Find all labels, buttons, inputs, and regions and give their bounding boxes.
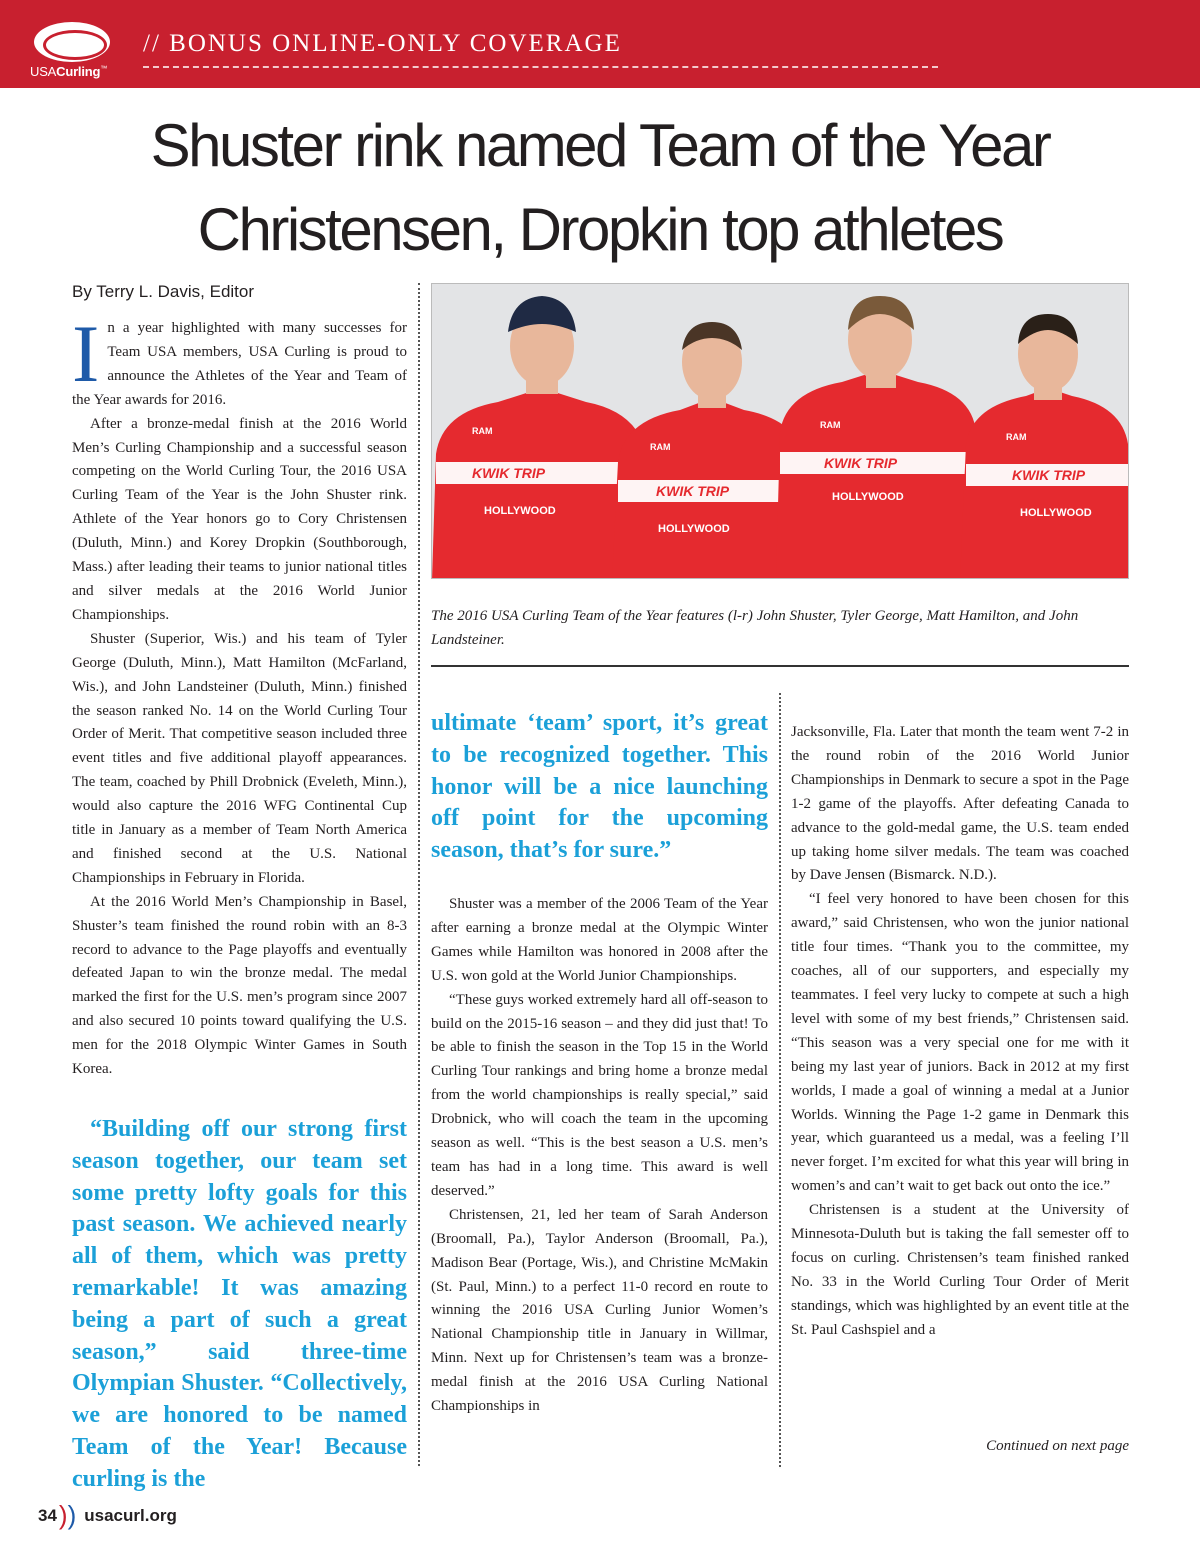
paragraph: After a bronze-medal finish at the 2016 World Men’s Curling Championship and a successful season competing on the World Curling Tour, the 2016 USA Curling Team of the Year is the John Shuster rink. Athlete of the Year honors go to Cory Christensen (Duluth, Minn.) and Korey Dropkin (Southborough, Mass.) after leading their teams to junior national titles and silver medals at the 2016 World Junior Championships. [72, 415, 407, 623]
article-column-3 [791, 721, 1129, 1343]
page-number: 34 [38, 1505, 57, 1525]
team-photo-illustration [432, 284, 1129, 579]
shirt-sponsor-text: KWIK TRIP [472, 465, 546, 481]
byline: By Terry L. Davis, Editor [72, 282, 255, 301]
photo-caption: The 2016 USA Curling Team of the Year features (l-r) John Shuster, Tyler George, Matt Hamilton, and John Landsteiner. [431, 608, 1079, 648]
pull-quote: “Building off our strong first season together, our team set some pretty lofty goals for this past season. We achieved nearly all of them, which was pretty remarkable! It was amazing being a part of such a great season,” said three-time Olympian Shuster. “Collectively, we are honored to be named Team of the Year! Because curling is the [72, 1116, 407, 1492]
page-footer [38, 1500, 177, 1531]
drop-cap: I [72, 308, 100, 399]
paren-red-icon: ) [58, 1500, 68, 1530]
paragraph: Shuster (Superior, Wis.) and his team of Tyler George (Duluth, Minn.), Matt Hamilton (McFarland, Wis.), and John Landsteiner (Duluth, Minn.) finished the season ranked No. 14 on the World Curling Tour Order of Merit. That competitive season included three event titles and five additional playoff appearances. The team, coached by Phill Drobnick (Eveleth, Minn.), would also capture the 2016 WFG Continental Cup title in January as a member of Team North America and finished second at the U.S. National Championships in February in Florida. [72, 630, 407, 886]
article-column-2 [431, 893, 768, 1419]
paragraph: “I feel very honored to have been chosen for this award,” said Christensen, who won the junior national title four times. “Thank you to the committee, my coaches, all of our supporters, and especially my teammates. I feel very lucky to compete at such a high level with some of my best friends,” Christensen said. “This season was a very special one for me with it being my last year of juniors. Back in 2012 at my first worlds, I made a goal of winning a medal at a Junior Worlds. Winning the Page 1-2 game in Denmark this year, which guaranteed us a medal, was a feeling I’ll never forget. I’m excited for what this year will bring in women’s and can’t wait to get back out onto the ice.” [791, 891, 1129, 1195]
shirt-sponsor-text: KWIK TRIP [1012, 467, 1086, 483]
shirt-sponsor-text: KWIK TRIP [656, 483, 730, 499]
curling-stone-icon [34, 22, 110, 62]
paragraph: Jacksonville, Fla. Later that month the team went 7-2 in the round robin of the 2016 World Junior Championships in Denmark to secure a spot in the Page 1-2 game of the playoffs. After defeating Canada to advance to the gold-medal game, the U.S. team ended up taking home silver medals. The team was coached by Dave Jensen (Bismarck. N.D.). [791, 724, 1129, 884]
paragraph: In a year highlighted with many successes for Team USA members, USA Curling is proud to announce the Athletes of the Year and Team of the Year awards for 2016. [72, 308, 407, 408]
shirt-patch-text: RAM [650, 442, 671, 452]
shirt-patch-text: RAM [472, 426, 493, 436]
headline-line-1: Shuster rink named Team of the Year [150, 112, 1050, 179]
shirt-patch-text: RAM [1006, 432, 1027, 442]
caption-divider [431, 665, 1129, 667]
paragraph: Christensen is a student at the University of Minnesota-Duluth but is taking the fall semester off to focus on curling. Christensen’s team finished ranked No. 33 in the World Curling Tour Order of Merit standings, which was highlighted by an event title at the St. Paul Cashspiel and a [791, 1202, 1129, 1338]
team-photo [431, 283, 1129, 579]
shirt-sponsor-text: KWIK TRIP [824, 455, 898, 471]
article-column-1 [72, 308, 407, 1082]
section-label: // BONUS ONLINE-ONLY COVERAGE [143, 30, 622, 57]
shirt-logo-text: HOLLYWOOD [658, 523, 730, 535]
logo-wordmark: USACurling™ [30, 64, 108, 79]
paragraph: Christensen, 21, led her team of Sarah Anderson (Broomall, Pa.), Taylor Anderson (Broomall, Pa.), Madison Bear (Portage, Wis.), and Christine McMakin (St. Paul, Minn.) to a perfect 11-0 record en route to winning the 2016 USA Curling Junior Women’s National Championship title in January in Willmar, Minn. Next up for Christensen’s team was a bronze-medal finish at the 2016 USA Curling National Championships in [431, 1206, 768, 1415]
shirt-patch-text: RAM [820, 420, 841, 430]
paragraph: “These guys worked extremely hard all off-season to build on the 2015-16 season – and they did just that! To be able to finish the season in the Top 15 in the World Curling Tour rankings and bring home a bronze medal from the world championships is really special,” said Drobnick, who will coach the team in the upcoming season as well. “This is the best season a U.S. men’s team has had in a long time. This award is well deserved.” [431, 991, 768, 1199]
header-banner [0, 0, 1200, 88]
site-link[interactable]: usacurl.org [84, 1505, 177, 1525]
usa-curling-logo[interactable] [30, 22, 116, 82]
paren-blue-icon: ) [67, 1500, 77, 1530]
section-divider [143, 66, 938, 68]
shirt-logo-text: HOLLYWOOD [832, 491, 904, 503]
paragraph: At the 2016 World Men’s Championship in Basel, Shuster’s team finished the round robin with an 8-3 record to advance to the Page playoffs and eventually defeated Japan to win the bronze medal. The medal marked the first for the U.S. men’s program since 2007 and also secured 10 points toward qualifying the U.S. men for the 2018 Olympic Winter Games in South Korea. [72, 893, 407, 1078]
paragraph: Shuster was a member of the 2006 Team of the Year after earning a bronze medal at the Olympic Winter Games while Hamilton was honored in 2008 after the U.S. won gold at the World Junior Championships. [431, 896, 768, 984]
article-headline [40, 104, 1160, 272]
headline-line-2: Christensen, Dropkin top athletes [197, 196, 1003, 263]
shirt-logo-text: HOLLYWOOD [1020, 507, 1092, 519]
column-separator [418, 283, 420, 1466]
column-separator [779, 693, 781, 1467]
shirt-logo-text: HOLLYWOOD [484, 505, 556, 517]
continued-note: Continued on next page [986, 1438, 1129, 1454]
pull-quote-continued: ultimate ‘team’ sport, it’s great to be recognized together. This honor will be a nice launching off point for the upcoming season, that’s for sure.” [431, 710, 768, 864]
